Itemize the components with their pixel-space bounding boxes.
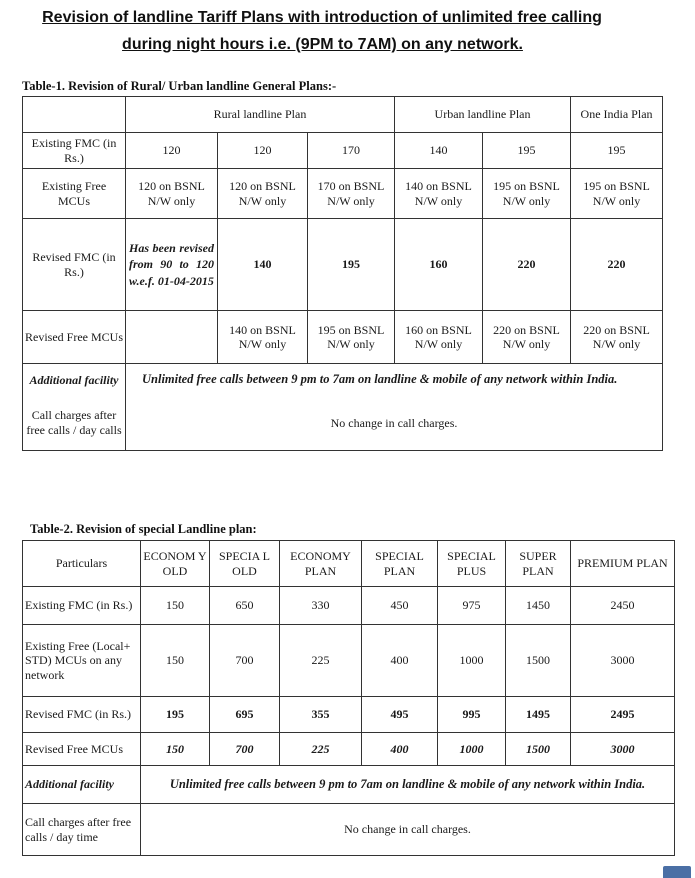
table-row [23,219,663,311]
cell: 220 [571,219,663,311]
cell: 140 on BSNL N/W only [395,169,483,219]
cell: 330 [280,587,362,625]
header-cell: SPECIAL PLAN [362,541,438,587]
row-label: Additional facility [23,364,126,396]
cell: 400 [362,733,438,766]
table1-caption: Table-1. Revision of Rural/ Urban landline General Plans:- [22,79,337,93]
cell: 195 [483,133,571,169]
call-charges-text: No change in call charges. [141,804,675,856]
cell: 1000 [438,625,506,697]
cell: 160 [395,219,483,311]
cell: 150 [141,587,210,625]
cell: 195 on BSNL N/W only [483,169,571,219]
cell: 150 [141,733,210,766]
header-particulars: Particulars [23,541,141,587]
header-cell: ECONOMY PLAN [280,541,362,587]
table-header-row [23,541,675,587]
cell: 650 [210,587,280,625]
table1-group-rural: Rural landline Plan [126,97,395,133]
cell: 120 [126,133,218,169]
table-row [23,804,675,856]
cell: 355 [280,697,362,733]
row-label: Existing Free MCUs [23,169,126,219]
row-label: Existing FMC (in Rs.) [23,133,126,169]
call-charges-text: No change in call charges. [126,396,663,451]
cell: Has been revised from 90 to 120 w.e.f. 01-04-2015 [126,219,218,311]
table-2-special-plans [22,540,675,856]
cell: 1000 [438,733,506,766]
cell: 140 on BSNL N/W only [218,311,308,364]
cell: 160 on BSNL N/W only [395,311,483,364]
cell: 1495 [506,697,571,733]
cell: 170 [308,133,395,169]
cell: 120 on BSNL N/W only [218,169,308,219]
cell: 120 [218,133,308,169]
row-label: Existing Free (Local+ STD) MCUs on any network [23,625,141,697]
table-row [23,697,675,733]
additional-facility-text: Unlimited free calls between 9 pm to 7am on landline & mobile of any network within India. [126,364,663,396]
cell: 220 [483,219,571,311]
table-row [23,587,675,625]
table1-group-one-india: One India Plan [571,97,663,133]
cell [126,311,218,364]
cell: 195 on BSNL N/W only [571,169,663,219]
table-row [23,396,663,451]
table-row [23,733,675,766]
header-cell: SPECIA L OLD [210,541,280,587]
cell: 700 [210,733,280,766]
cell: 495 [362,697,438,733]
cell: 1450 [506,587,571,625]
cell: 195 [308,219,395,311]
header-cell: ECONOM Y OLD [141,541,210,587]
cell: 120 on BSNL N/W only [126,169,218,219]
header-cell: SUPER PLAN [506,541,571,587]
cell: 450 [362,587,438,625]
cell: 220 on BSNL N/W only [571,311,663,364]
table-row [23,364,663,396]
corner-app-icon [663,866,691,878]
cell: 225 [280,625,362,697]
cell: 995 [438,697,506,733]
table-row [23,133,663,169]
table-row [23,766,675,804]
table2-caption: Table-2. Revision of special Landline plan: [30,522,257,536]
row-label: Revised FMC (in Rs.) [23,697,141,733]
cell: 170 on BSNL N/W only [308,169,395,219]
row-label: Call charges after free calls / day calls [23,396,126,451]
cell: 700 [210,625,280,697]
row-label: Call charges after free calls / day time [23,804,141,856]
row-label: Additional facility [23,766,141,804]
header-cell: SPECIAL PLUS [438,541,506,587]
cell: 3000 [571,733,675,766]
cell: 3000 [571,625,675,697]
cell: 140 [218,219,308,311]
cell: 195 on BSNL N/W only [308,311,395,364]
additional-facility-text: Unlimited free calls between 9 pm to 7am on landline & mobile of any network within India. [141,766,675,804]
table1-group-urban: Urban landline Plan [395,97,571,133]
cell: 695 [210,697,280,733]
cell: 195 [141,697,210,733]
cell: 1500 [506,733,571,766]
table1-corner [23,97,126,133]
table-row [23,169,663,219]
cell: 975 [438,587,506,625]
heading-line-1: Revision of landline Tariff Plans with introduction of unlimited free calling [42,9,602,26]
header-cell: PREMIUM PLAN [571,541,675,587]
cell: 2450 [571,587,675,625]
row-label: Revised FMC (in Rs.) [23,219,126,311]
cell: 225 [280,733,362,766]
cell: 140 [395,133,483,169]
cell: 195 [571,133,663,169]
cell: 220 on BSNL N/W only [483,311,571,364]
table-row [23,311,663,364]
table-row [23,625,675,697]
cell: 150 [141,625,210,697]
table-1-rural-urban-plans [22,96,663,451]
row-label: Revised Free MCUs [23,733,141,766]
row-label: Revised Free MCUs [23,311,126,364]
cell: 1500 [506,625,571,697]
cell: 2495 [571,697,675,733]
row-label: Existing FMC (in Rs.) [23,587,141,625]
heading-line-2: during night hours i.e. (9PM to 7AM) on any network. [122,36,523,53]
cell: 400 [362,625,438,697]
